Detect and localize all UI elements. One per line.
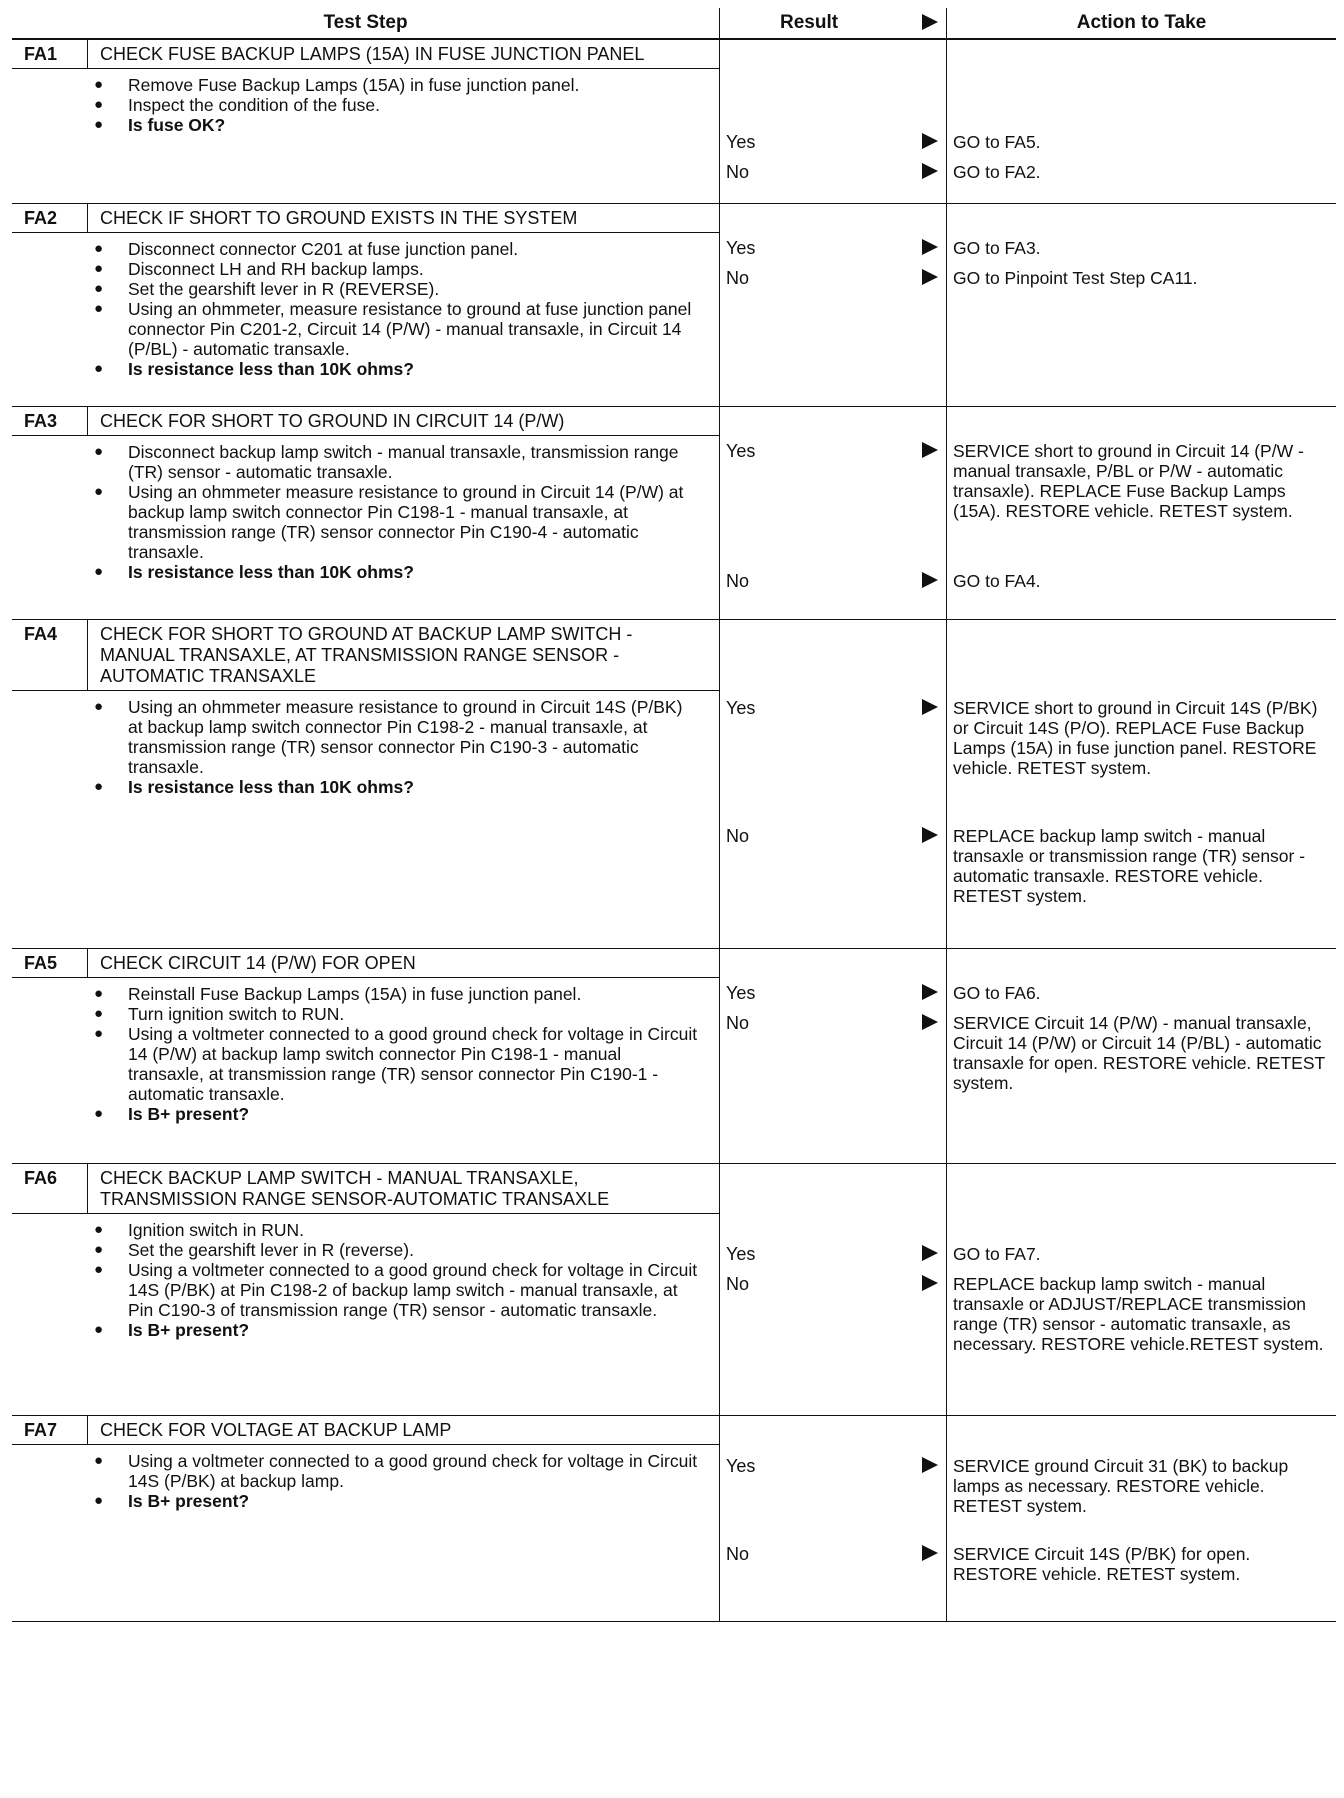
arrow-right-icon xyxy=(922,269,938,285)
instruction-item: ● Disconnect connector C201 at fuse junction panel. xyxy=(88,239,699,259)
instruction-item: ● Disconnect backup lamp switch - manual transaxle, transmission range (TR) sensor - automatic transaxle. xyxy=(88,442,699,482)
arrow-right-icon xyxy=(922,163,938,179)
step-question: ● Is B+ present? xyxy=(88,1104,699,1124)
action-no: REPLACE backup lamp switch - manual transaxle or transmission range (TR) sensor - automatic transaxle. RESTORE vehicle. RETEST system. xyxy=(953,826,1306,906)
result-no-label: No xyxy=(726,1544,750,1564)
instruction-item: ● Reinstall Fuse Backup Lamps (15A) in fuse junction panel. xyxy=(88,984,699,1004)
arrow-right-icon xyxy=(922,1245,938,1261)
step-title: CHECK CIRCUIT 14 (P/W) FOR OPEN xyxy=(100,953,416,973)
step-title: CHECK IF SHORT TO GROUND EXISTS IN THE SYSTEM xyxy=(100,208,578,228)
instruction-item: ● Using a voltmeter connected to a good ground check for voltage in Circuit 14S (P/BK) at backup lamp. xyxy=(88,1451,699,1491)
step-question: ● Is resistance less than 10K ohms? xyxy=(88,359,699,379)
test-step-row xyxy=(12,40,1336,204)
result-yes-label: Yes xyxy=(726,132,756,152)
test-step-row xyxy=(12,204,1336,407)
arrow-right-icon xyxy=(922,827,938,843)
action-yes: GO to FA7. xyxy=(953,1244,1041,1264)
table-header xyxy=(12,8,1336,40)
step-id: FA1 xyxy=(12,40,88,68)
action-no: GO to FA4. xyxy=(953,571,1041,591)
test-step-row xyxy=(12,407,1336,620)
action-no: REPLACE backup lamp switch - manual transaxle or ADJUST/REPLACE transmission range (TR) sensor - automatic transaxle, as necessary. RESTORE vehicle.RETEST system. xyxy=(953,1274,1324,1354)
instruction-item: ● Using an ohmmeter measure resistance to ground in Circuit 14S (P/BK) at backup lamp switch connector Pin C198-2 - manual transaxle, at transmission range (TR) sensor connector Pin C190-3 - automatic transaxle. xyxy=(88,697,699,777)
step-id: FA5 xyxy=(12,949,88,977)
action-yes: SERVICE ground Circuit 31 (BK) to backup lamps as necessary. RESTORE vehicle. RETEST system. xyxy=(953,1456,1289,1516)
result-no-label: No xyxy=(726,826,750,846)
action-yes: GO to FA3. xyxy=(953,238,1041,258)
result-no-label: No xyxy=(726,268,750,288)
action-no: GO to FA2. xyxy=(953,162,1041,182)
action-yes: GO to FA5. xyxy=(953,132,1041,152)
result-yes-label: Yes xyxy=(726,441,756,461)
instruction-item: ● Using an ohmmeter, measure resistance to ground at fuse junction panel connector Pin C201-2, Circuit 14 (P/W) - manual transaxle, in Circuit 14 (P/BL) - automatic transaxle. xyxy=(88,299,699,359)
result-yes-label: Yes xyxy=(726,238,756,258)
step-title: CHECK FOR SHORT TO GROUND AT BACKUP LAMP SWITCH - MANUAL TRANSAXLE, AT TRANSMISSION RANGE SENSOR - AUTOMATIC TRANSAXLE xyxy=(100,624,633,686)
instruction-item: ● Inspect the condition of the fuse. xyxy=(88,95,699,115)
result-header: Result xyxy=(780,12,839,33)
result-no-label: No xyxy=(726,1013,750,1033)
arrow-right-icon xyxy=(922,442,938,458)
step-id: FA4 xyxy=(12,620,88,690)
test-step-row xyxy=(12,620,1336,949)
arrow-right-icon xyxy=(922,1457,938,1473)
instruction-item: ● Set the gearshift lever in R (reverse). xyxy=(88,1240,699,1260)
action-yes: SERVICE short to ground in Circuit 14S (P/BK) or Circuit 14S (P/O). REPLACE Fuse Backup Lamps (15A) in fuse junction panel. RESTORE vehicle. RETEST system. xyxy=(953,698,1318,778)
step-instructions xyxy=(88,233,719,406)
diagnostic-table xyxy=(12,8,1336,1622)
step-id: FA6 xyxy=(12,1164,88,1213)
steps-body xyxy=(12,40,1336,1622)
step-question: ● Is B+ present? xyxy=(88,1320,699,1340)
step-question: ● Is B+ present? xyxy=(88,1491,699,1511)
instruction-item: ● Set the gearshift lever in R (REVERSE). xyxy=(88,279,699,299)
step-id: FA7 xyxy=(12,1416,88,1444)
instruction-item: ● Remove Fuse Backup Lamps (15A) in fuse junction panel. xyxy=(88,75,699,95)
step-id: FA2 xyxy=(12,204,88,232)
step-title: CHECK FUSE BACKUP LAMPS (15A) IN FUSE JUNCTION PANEL xyxy=(100,44,645,64)
arrow-right-icon xyxy=(922,984,938,1000)
arrow-right-icon xyxy=(922,14,938,30)
arrow-right-icon xyxy=(922,699,938,715)
result-yes-label: Yes xyxy=(726,1456,756,1476)
result-yes-label: Yes xyxy=(726,983,756,1003)
result-no-label: No xyxy=(726,571,750,591)
action-yes: SERVICE short to ground in Circuit 14 (P/W - manual transaxle, P/BL or P/W - automatic transaxle). REPLACE Fuse Backup Lamps (15A). RESTORE vehicle. RETEST system. xyxy=(953,441,1304,521)
instruction-item: ● Ignition switch in RUN. xyxy=(88,1220,699,1240)
action-yes: GO to FA6. xyxy=(953,983,1041,1003)
instruction-item: ● Using a voltmeter connected to a good ground check for voltage in Circuit 14 (P/W) at backup lamp switch connector Pin C198-1 - manual transaxle, at transmission range (TR) sensor connector Pin C190-1 - automatic transaxle. xyxy=(88,1024,699,1104)
result-yes-label: Yes xyxy=(726,698,756,718)
test-step-header: Test Step xyxy=(323,12,408,33)
step-instructions xyxy=(88,1214,719,1415)
step-question: ● Is resistance less than 10K ohms? xyxy=(88,777,699,797)
step-instructions xyxy=(88,436,719,619)
arrow-right-icon xyxy=(922,1275,938,1291)
instruction-item: ● Using an ohmmeter measure resistance to ground in Circuit 14 (P/W) at backup lamp switch connector Pin C198-1 - manual transaxle, at transmission range (TR) sensor connector Pin C190-4 - automatic transaxle. xyxy=(88,482,699,562)
result-yes-label: Yes xyxy=(726,1244,756,1264)
arrow-right-icon xyxy=(922,1545,938,1561)
step-question: ● Is fuse OK? xyxy=(88,115,699,135)
test-step-row xyxy=(12,949,1336,1164)
action-no: SERVICE Circuit 14S (P/BK) for open. RESTORE vehicle. RETEST system. xyxy=(953,1544,1251,1584)
test-step-row xyxy=(12,1416,1336,1622)
step-question: ● Is resistance less than 10K ohms? xyxy=(88,562,699,582)
step-title: CHECK BACKUP LAMP SWITCH - MANUAL TRANSAXLE, TRANSMISSION RANGE SENSOR-AUTOMATIC TRANSAXLE xyxy=(100,1168,610,1209)
result-no-label: No xyxy=(726,162,750,182)
arrow-right-icon xyxy=(922,1014,938,1030)
test-step-row xyxy=(12,1164,1336,1416)
step-id: FA3 xyxy=(12,407,88,435)
result-no-label: No xyxy=(726,1274,750,1294)
arrow-right-icon xyxy=(922,133,938,149)
arrow-right-icon xyxy=(922,572,938,588)
action-no: SERVICE Circuit 14 (P/W) - manual transaxle, Circuit 14 (P/W) or Circuit 14 (P/BL) - automatic transaxle for open. RESTORE vehicle. RETEST system. xyxy=(953,1013,1325,1093)
step-instructions xyxy=(88,69,719,203)
instruction-item: ● Using a voltmeter connected to a good ground check for voltage in Circuit 14S (P/BK) at Pin C198-2 of backup lamp switch - manual transaxle, at Pin C190-3 of transmission range (TR) sensor - automatic transaxle. xyxy=(88,1260,699,1320)
step-instructions xyxy=(88,978,719,1163)
action-no: GO to Pinpoint Test Step CA11. xyxy=(953,268,1198,288)
instruction-item: ● Turn ignition switch to RUN. xyxy=(88,1004,699,1024)
arrow-right-icon xyxy=(922,239,938,255)
action-header: Action to Take xyxy=(1076,12,1207,33)
step-title: CHECK FOR SHORT TO GROUND IN CIRCUIT 14 (P/W) xyxy=(100,411,565,431)
step-instructions xyxy=(88,691,719,948)
step-title: CHECK FOR VOLTAGE AT BACKUP LAMP xyxy=(100,1420,452,1440)
step-instructions xyxy=(88,1445,719,1621)
instruction-item: ● Disconnect LH and RH backup lamps. xyxy=(88,259,699,279)
